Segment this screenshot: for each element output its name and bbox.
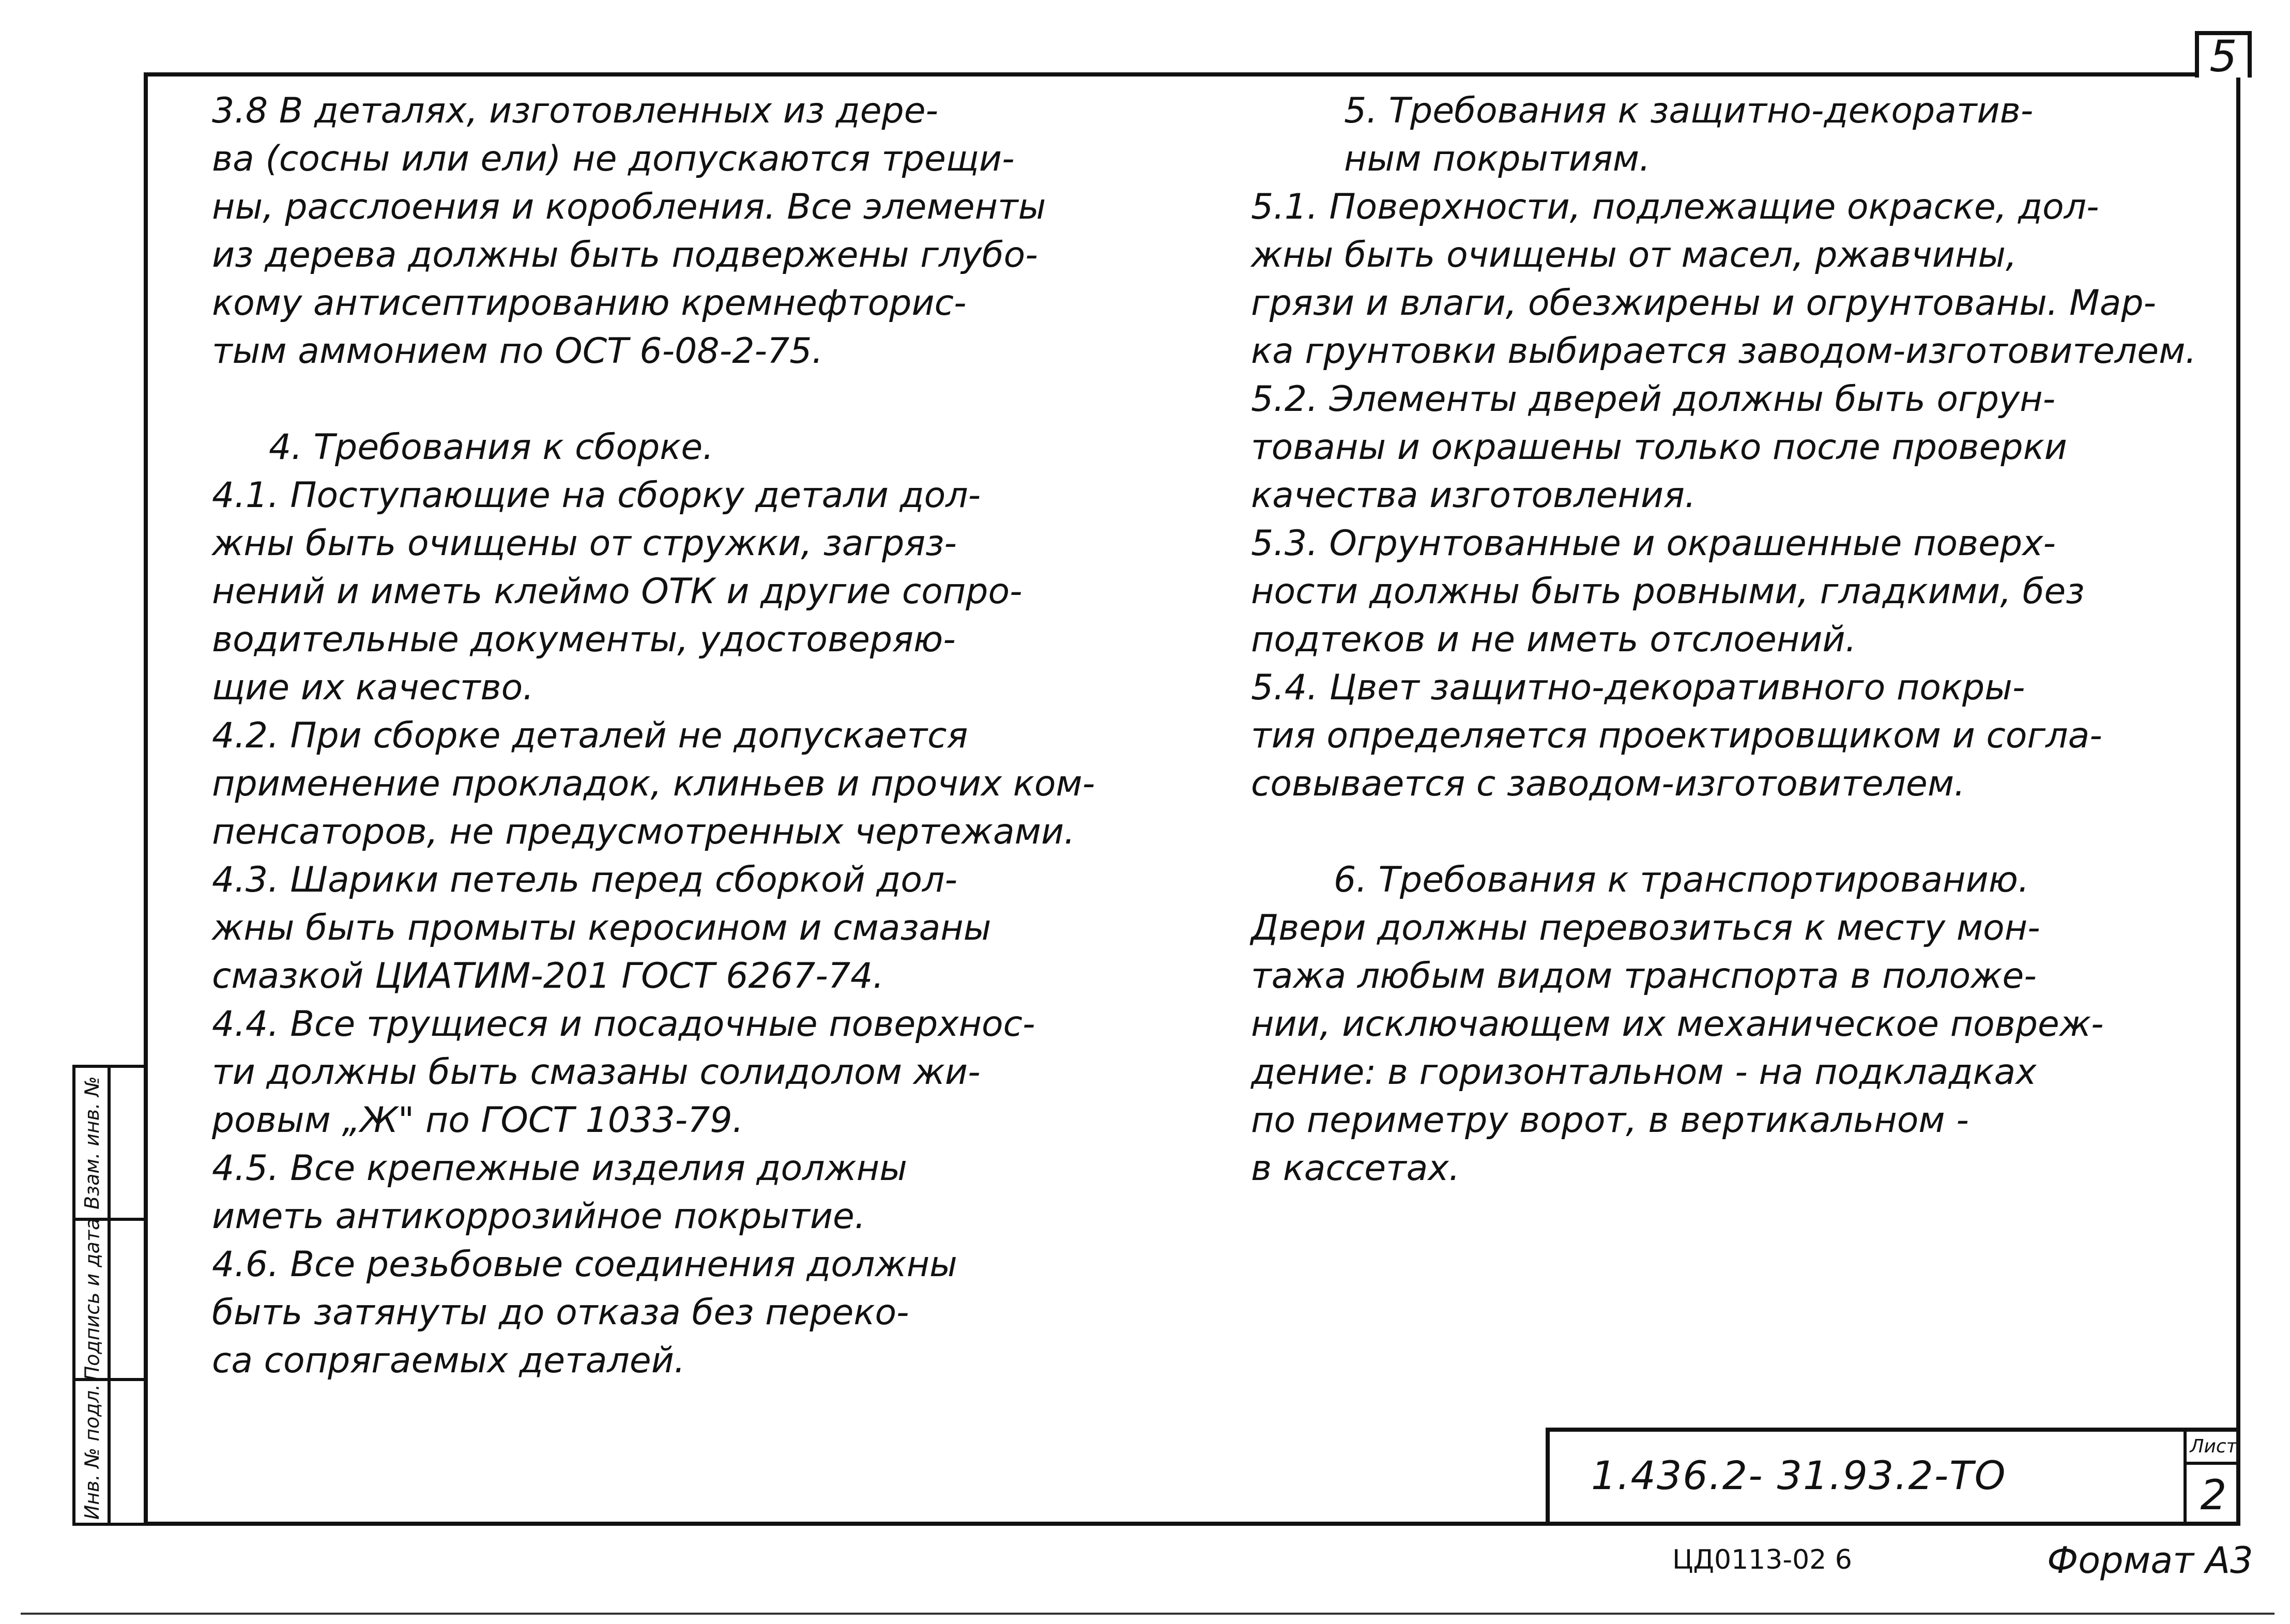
para-4-4: 4.4. Все трущиеся и посадочные поверхнос- ти должны быть смазаны солидолом жи- ровым „Ж" по ГОСТ 1033-79. xyxy=(212,1004,1035,1141)
sheet-label: Лист xyxy=(2187,1432,2240,1465)
page-number: 5 xyxy=(2195,31,2252,78)
para-5-2: 5.2. Элементы дверей должны быть огрун- тованы и окрашены только после проверки качества изготовления. xyxy=(1251,379,2067,516)
para-5-3: 5.3. Огрунтованные и окрашенные поверх- ности должны быть ровными, гладкими, без подтеков и не иметь отслоений. xyxy=(1251,523,2085,660)
section-5-heading: 5. Требования к защитно-декоратив- ным покрытиям. xyxy=(1344,90,2034,179)
para-4-6: 4.6. Все резьбовые соединения должны быть затянуты до отказа без переко- са сопрягаемых деталей. xyxy=(212,1244,957,1381)
side-stamp-strip xyxy=(72,1065,144,1526)
document-code: 1.436.2- 31.93.2-ТО xyxy=(1591,1452,2007,1498)
archive-code: ЦД0113-02 6 xyxy=(1672,1544,1852,1575)
para-4-2: 4.2. При сборке деталей не допускается применение прокладок, клиньев и прочих ком- пенсаторов, не предусмотренных чертежами. xyxy=(212,715,1095,852)
strip-signature-date xyxy=(77,1218,108,1381)
strip-inv-orig xyxy=(77,1381,108,1523)
paragraph-gap xyxy=(212,375,1184,423)
para-4-1: 4.1. Поступающие на сборку детали дол- жны быть очищены от стружки, загряз- нений и иметь клеймо ОТК и другие сопро- водительные документы, удостоверяю- щие их качество. xyxy=(212,475,1022,708)
section-6-heading: 6. Требования к транспортированию. xyxy=(1334,860,2029,900)
sheet-cell xyxy=(2184,1432,2240,1526)
para-6: Двери должны перевозиться к месту мон- тажа любым видом транспорта в положе- нии, исключающем их механическое повреж- дение: в горизонтальном - на подкладках по периметру ворот, в вертикальном - в кассетах. xyxy=(1251,908,2104,1189)
sheet-number: 2 xyxy=(2200,1471,2227,1519)
para-4-5: 4.5. Все крепежные изделия должны иметь антикоррозийное покрытие. xyxy=(212,1148,907,1237)
para-5-4: 5.4. Цвет защитно-декоративного покры- тия определяется проектировщиком и согла- совывается с заводом-изготовителем. xyxy=(1251,667,2102,804)
para-5-1: 5.1. Поверхности, подлежащие окраске, дол- жны быть очищены от масел, ржавчины, грязи и влаги, обезжирены и огрунтованы. Мар- ка грунтовки выбирается заводом-изготовителем. xyxy=(1251,187,2196,372)
title-block xyxy=(1546,1428,2240,1526)
para-3-8: 3.8 В деталях, изготовленных из дере- ва (сосны или ели) не допускаются трещи- ны, расслоения и коробления. Все элементы из дерева должны быть подвержены глубо- кому антисептированию кремнефторис- тым аммонием по ОСТ 6-08-2-75. xyxy=(212,90,1046,372)
strip-divider xyxy=(108,1068,111,1523)
section-4-heading: 4. Требования к сборке. xyxy=(269,427,714,468)
strip-replaced-inv-label: Взам. инв. № xyxy=(81,1076,104,1210)
paper-format: Формат А3 xyxy=(2047,1539,2253,1582)
strip-replaced-inv xyxy=(77,1068,108,1218)
strip-signature-date-label: Подпись и дата xyxy=(81,1218,104,1381)
right-text-column xyxy=(1251,87,2223,1192)
paragraph-gap xyxy=(1251,808,2223,856)
left-text-column xyxy=(212,87,1184,1385)
para-4-3: 4.3. Шарики петель перед сборкой дол- жны быть промыты керосином и смазаны смазкой ЦИАТИМ-201 ГОСТ 6267-74. xyxy=(212,860,991,997)
sheet-edge-line xyxy=(21,1613,2274,1615)
strip-inv-orig-label: Инв. № подл. xyxy=(81,1384,104,1520)
